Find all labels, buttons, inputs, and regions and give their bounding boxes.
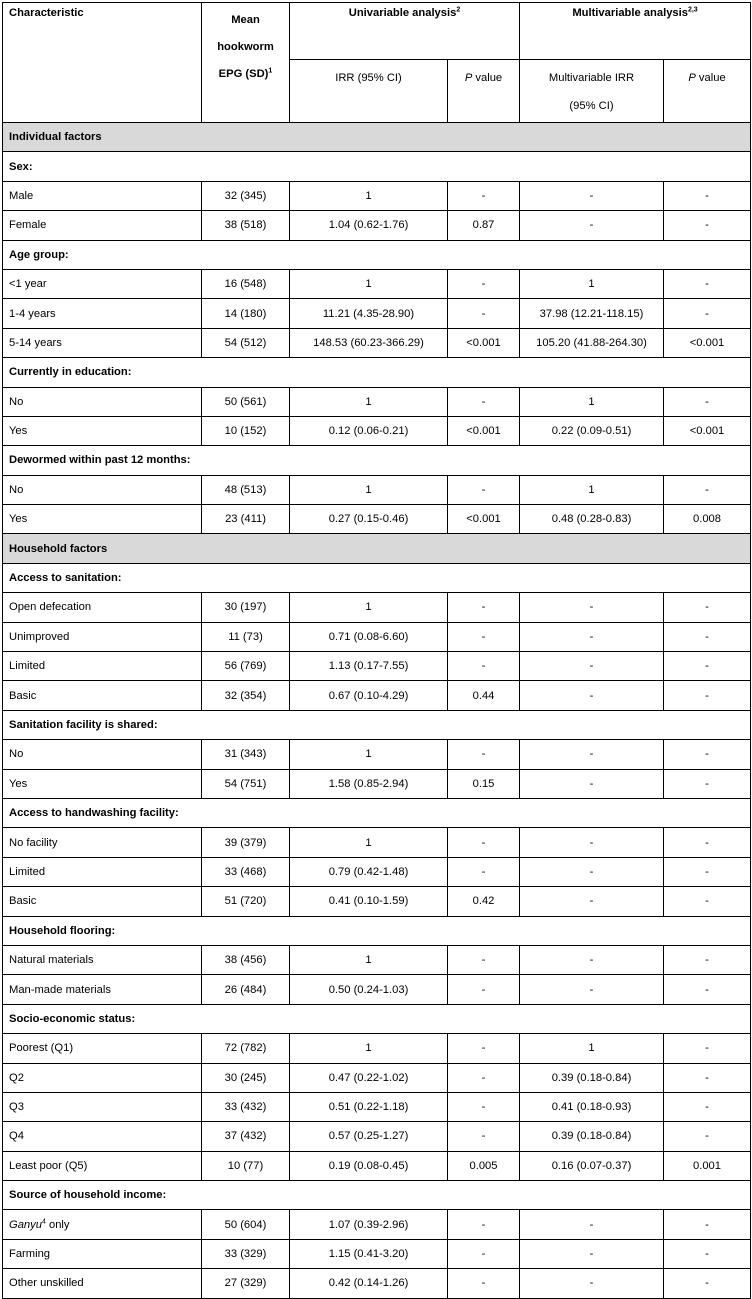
irr-cell: 0.47 (0.22-1.02) xyxy=(290,1063,448,1092)
row-label xyxy=(3,387,202,416)
multivariable-p-value-cell: 0.008 xyxy=(664,505,751,534)
group-title: Household flooring: xyxy=(3,916,751,945)
row-label-text: Yes xyxy=(9,513,28,526)
multivariable-irr-cell: - xyxy=(520,681,664,710)
row-label xyxy=(3,1122,202,1151)
group-row xyxy=(3,152,751,181)
row-label-text: Yes xyxy=(9,425,28,438)
multivariable-irr-cell: - xyxy=(520,181,664,210)
p-value-cell: - xyxy=(448,593,520,622)
group-row xyxy=(3,1181,751,1210)
mp-value-rest: value xyxy=(695,72,726,84)
multivariable-p-value-cell: <0.001 xyxy=(664,328,751,357)
irr-cell: 148.53 (60.23-366.29) xyxy=(290,328,448,357)
table-row xyxy=(3,416,751,445)
row-label-text: Other unskilled xyxy=(9,1277,84,1290)
section-row xyxy=(3,534,751,563)
irr-cell: 1 xyxy=(290,828,448,857)
group-title: Sex: xyxy=(3,152,751,181)
multivariable-p-value-header xyxy=(664,60,751,123)
group-title: Access to sanitation: xyxy=(3,563,751,592)
mean-epg-cell: 26 (484) xyxy=(202,975,290,1004)
multivariable-irr-cell: - xyxy=(520,211,664,240)
multivariable-p-value-cell: - xyxy=(664,475,751,504)
multivariable-p-value-cell: - xyxy=(664,652,751,681)
mean-epg-cell: 30 (245) xyxy=(202,1063,290,1092)
mean-epg-cell: 72 (782) xyxy=(202,1034,290,1063)
multivariable-header xyxy=(520,3,751,60)
multivariable-irr-cell: 0.22 (0.09-0.51) xyxy=(520,416,664,445)
row-label-text: Least poor (Q5) xyxy=(9,1159,88,1172)
irr-cell: 0.71 (0.08-6.60) xyxy=(290,622,448,651)
p-value-header xyxy=(448,60,520,123)
multivariable-p-value-cell: - xyxy=(664,1092,751,1121)
p-value-cell: 0.005 xyxy=(448,1151,520,1180)
multivariable-irr-cell: - xyxy=(520,975,664,1004)
multivariable-p-value-cell: - xyxy=(664,211,751,240)
mean-epg-cell: 32 (345) xyxy=(202,181,290,210)
group-title: Access to handwashing facility: xyxy=(3,798,751,827)
irr-cell: 0.57 (0.25-1.27) xyxy=(290,1122,448,1151)
p-value-cell: - xyxy=(448,181,520,210)
row-label-text: No xyxy=(9,483,24,496)
irr-cell: 1 xyxy=(290,475,448,504)
mean-epg-cell: 54 (512) xyxy=(202,328,290,357)
multivariable-p-value-cell: - xyxy=(664,1269,751,1298)
table-row xyxy=(3,328,751,357)
table-row xyxy=(3,1239,751,1268)
multivariable-irr-cell: - xyxy=(520,887,664,916)
p-value-cell: - xyxy=(448,975,520,1004)
multivariable-p-value-cell: - xyxy=(664,681,751,710)
multivariable-p-value-cell: - xyxy=(664,828,751,857)
multivariable-irr-cell: 1 xyxy=(520,387,664,416)
row-label-suffix: only xyxy=(45,1218,70,1231)
multivariable-p-value-cell: - xyxy=(664,1063,751,1092)
table-row xyxy=(3,975,751,1004)
table-row xyxy=(3,652,751,681)
p-value-cell: - xyxy=(448,652,520,681)
multivariable-irr-cell: - xyxy=(520,945,664,974)
table-row xyxy=(3,1210,751,1239)
irr-cell: 0.50 (0.24-1.03) xyxy=(290,975,448,1004)
irr-header: IRR (95% CI) xyxy=(290,60,448,123)
row-label-text: Male xyxy=(9,189,34,202)
mean-epg-cell: 16 (548) xyxy=(202,269,290,298)
irr-cell: 0.41 (0.10-1.59) xyxy=(290,887,448,916)
p-value-cell: - xyxy=(448,945,520,974)
table-row xyxy=(3,1269,751,1298)
p-value-cell: - xyxy=(448,1122,520,1151)
multivariable-irr-cell: - xyxy=(520,1269,664,1298)
group-row xyxy=(3,240,751,269)
group-row xyxy=(3,446,751,475)
table-body xyxy=(3,123,751,1299)
mean-epg-cell: 10 (152) xyxy=(202,416,290,445)
multivariable-p-value-cell: - xyxy=(664,1210,751,1239)
multivariable-irr-cell: 1 xyxy=(520,475,664,504)
multivariable-p-value-cell: - xyxy=(664,181,751,210)
irr-cell: 0.42 (0.14-1.26) xyxy=(290,1269,448,1298)
p-value-cell: - xyxy=(448,387,520,416)
mean-epg-cell: 32 (354) xyxy=(202,681,290,710)
row-label-text: Man-made materials xyxy=(9,983,111,996)
multivariable-irr-cell: 0.39 (0.18-0.84) xyxy=(520,1122,664,1151)
row-label-footnote: 4 xyxy=(41,1217,46,1225)
p-value-cell: - xyxy=(448,740,520,769)
row-label-text: No xyxy=(9,395,24,408)
table-row xyxy=(3,857,751,886)
irr-cell: 0.79 (0.42-1.48) xyxy=(290,857,448,886)
row-label xyxy=(3,1063,202,1092)
table-row xyxy=(3,622,751,651)
row-label-text: Yes xyxy=(9,777,28,790)
multivariable-p-value-cell: 0.001 xyxy=(664,1151,751,1180)
row-label-text: Poorest (Q1) xyxy=(9,1042,74,1055)
p-value-cell: - xyxy=(448,857,520,886)
group-row xyxy=(3,710,751,739)
multivariable-p-value-cell: - xyxy=(664,269,751,298)
multivariable-irr-cell: 37.98 (12.21-118.15) xyxy=(520,299,664,328)
row-label xyxy=(3,857,202,886)
p-value-cell: - xyxy=(448,1063,520,1092)
row-label-text: Farming xyxy=(9,1248,51,1261)
row-label-text: Ganyu xyxy=(9,1218,42,1231)
multivariable-p-value-cell: - xyxy=(664,1034,751,1063)
table-row xyxy=(3,1063,751,1092)
row-label-text: Basic xyxy=(9,689,37,702)
multivariable-irr-cell: 105.20 (41.88-264.30) xyxy=(520,328,664,357)
irr-cell: 1.58 (0.85-2.94) xyxy=(290,769,448,798)
mean-header-line1: Mean xyxy=(231,14,260,26)
irr-cell: 1.07 (0.39-2.96) xyxy=(290,1210,448,1239)
mean-epg-cell: 38 (456) xyxy=(202,945,290,974)
multivariable-p-value-cell: - xyxy=(664,769,751,798)
row-label xyxy=(3,769,202,798)
row-label-text: Limited xyxy=(9,865,46,878)
p-value-cell: - xyxy=(448,828,520,857)
row-label xyxy=(3,593,202,622)
multivariable-irr-cell: 0.16 (0.07-0.37) xyxy=(520,1151,664,1180)
mean-epg-cell: 31 (343) xyxy=(202,740,290,769)
p-value-cell: - xyxy=(448,269,520,298)
univariable-footnote: 2 xyxy=(456,6,461,14)
row-label xyxy=(3,828,202,857)
table-row xyxy=(3,505,751,534)
mean-epg-cell: 30 (197) xyxy=(202,593,290,622)
p-value-cell: - xyxy=(448,1269,520,1298)
irr-cell: 1 xyxy=(290,945,448,974)
table-row xyxy=(3,828,751,857)
row-label xyxy=(3,211,202,240)
characteristic-header: Characteristic xyxy=(3,3,202,123)
row-label xyxy=(3,622,202,651)
table-row xyxy=(3,269,751,298)
table-row xyxy=(3,740,751,769)
multivariable-footnote: 2,3 xyxy=(687,6,698,14)
multivariable-p-value-cell: - xyxy=(664,857,751,886)
irr-cell: 0.19 (0.08-0.45) xyxy=(290,1151,448,1180)
mean-epg-cell: 50 (561) xyxy=(202,387,290,416)
multivariable-p-value-cell: - xyxy=(664,299,751,328)
p-letter: P xyxy=(464,72,473,84)
row-label xyxy=(3,1269,202,1298)
row-label xyxy=(3,681,202,710)
mean-epg-cell: 11 (73) xyxy=(202,622,290,651)
mean-epg-cell: 48 (513) xyxy=(202,475,290,504)
section-title: Individual factors xyxy=(3,123,751,152)
mean-epg-cell: 23 (411) xyxy=(202,505,290,534)
multivariable-irr-cell: 1 xyxy=(520,1034,664,1063)
row-label xyxy=(3,1239,202,1268)
mean-epg-cell: 27 (329) xyxy=(202,1269,290,1298)
multivariable-p-value-cell: - xyxy=(664,740,751,769)
row-label-text: Natural materials xyxy=(9,954,94,967)
p-value-cell: - xyxy=(448,299,520,328)
irr-cell: 1 xyxy=(290,593,448,622)
table-row xyxy=(3,1151,751,1180)
table-row xyxy=(3,387,751,416)
row-label-text: No facility xyxy=(9,836,58,849)
irr-cell: 0.51 (0.22-1.18) xyxy=(290,1092,448,1121)
mean-epg-cell: 38 (518) xyxy=(202,211,290,240)
group-title: Age group: xyxy=(3,240,751,269)
group-row xyxy=(3,358,751,387)
group-row xyxy=(3,563,751,592)
mean-epg-cell: 10 (77) xyxy=(202,1151,290,1180)
row-label xyxy=(3,1210,202,1239)
p-value-cell: - xyxy=(448,1034,520,1063)
p-value-cell: - xyxy=(448,1239,520,1268)
multivariable-irr-cell: - xyxy=(520,652,664,681)
p-value-cell: <0.001 xyxy=(448,328,520,357)
p-value-cell: - xyxy=(448,1092,520,1121)
multivariable-irr-cell: - xyxy=(520,1239,664,1268)
p-value-cell: - xyxy=(448,622,520,651)
row-label xyxy=(3,416,202,445)
p-value-cell: <0.001 xyxy=(448,416,520,445)
multivariable-p-value-cell: - xyxy=(664,975,751,1004)
p-value-cell: 0.87 xyxy=(448,211,520,240)
mirr-header-line1: Multivariable IRR xyxy=(548,72,635,84)
mean-epg-cell: 14 (180) xyxy=(202,299,290,328)
row-label xyxy=(3,1151,202,1180)
p-value-cell: 0.44 xyxy=(448,681,520,710)
multivariable-irr-cell: - xyxy=(520,1210,664,1239)
table-row xyxy=(3,1122,751,1151)
p-value-cell: 0.15 xyxy=(448,769,520,798)
multivariable-p-value-cell: - xyxy=(664,1122,751,1151)
row-label-text: Female xyxy=(9,219,47,232)
row-label xyxy=(3,945,202,974)
group-row xyxy=(3,1004,751,1033)
irr-cell: 1 xyxy=(290,740,448,769)
multivariable-irr-cell: - xyxy=(520,857,664,886)
mean-epg-cell: 51 (720) xyxy=(202,887,290,916)
mp-letter: P xyxy=(688,72,696,84)
mean-epg-cell: 33 (329) xyxy=(202,1239,290,1268)
row-label xyxy=(3,975,202,1004)
irr-cell: 0.12 (0.06-0.21) xyxy=(290,416,448,445)
results-table xyxy=(2,2,751,1299)
group-title: Currently in education: xyxy=(3,358,751,387)
irr-cell: 1 xyxy=(290,269,448,298)
irr-cell: 0.67 (0.10-4.29) xyxy=(290,681,448,710)
table-row xyxy=(3,887,751,916)
multivariable-label: Multivariable analysis xyxy=(572,7,688,19)
group-title: Source of household income: xyxy=(3,1181,751,1210)
mean-epg-cell: 54 (751) xyxy=(202,769,290,798)
multivariable-p-value-cell: - xyxy=(664,945,751,974)
mean-epg-cell: 33 (468) xyxy=(202,857,290,886)
row-label xyxy=(3,740,202,769)
row-label xyxy=(3,299,202,328)
group-row xyxy=(3,798,751,827)
multivariable-irr-cell: 0.48 (0.28-0.83) xyxy=(520,505,664,534)
row-label xyxy=(3,181,202,210)
p-value-cell: <0.001 xyxy=(448,505,520,534)
multivariable-p-value-cell: - xyxy=(664,622,751,651)
row-label-text: Open defecation xyxy=(9,601,92,614)
row-label-text: Limited xyxy=(9,660,46,673)
multivariable-p-value-cell: <0.001 xyxy=(664,416,751,445)
irr-cell: 1 xyxy=(290,1034,448,1063)
row-label xyxy=(3,505,202,534)
table-header xyxy=(3,3,751,123)
group-title: Sanitation facility is shared: xyxy=(3,710,751,739)
multivariable-irr-cell: - xyxy=(520,769,664,798)
table-row xyxy=(3,475,751,504)
multivariable-irr-cell: - xyxy=(520,622,664,651)
table-row xyxy=(3,1034,751,1063)
multivariable-irr-cell: - xyxy=(520,740,664,769)
multivariable-p-value-cell: - xyxy=(664,387,751,416)
irr-cell: 1.15 (0.41-3.20) xyxy=(290,1239,448,1268)
mean-epg-cell: 56 (769) xyxy=(202,652,290,681)
row-label xyxy=(3,1034,202,1063)
row-label-text: 1-4 years xyxy=(9,307,56,320)
group-title: Socio-economic status: xyxy=(3,1004,751,1033)
row-label-text: Unimproved xyxy=(9,630,70,643)
table-row xyxy=(3,181,751,210)
table-row xyxy=(3,593,751,622)
univariable-header xyxy=(290,3,520,60)
table-row xyxy=(3,945,751,974)
section-title: Household factors xyxy=(3,534,751,563)
mean-header-line2: hookworm xyxy=(217,41,274,53)
multivariable-irr-cell: - xyxy=(520,593,664,622)
row-label xyxy=(3,475,202,504)
mean-epg-cell: 33 (432) xyxy=(202,1092,290,1121)
row-label xyxy=(3,328,202,357)
mean-epg-cell: 37 (432) xyxy=(202,1122,290,1151)
row-label-text: <1 year xyxy=(9,278,47,291)
section-row xyxy=(3,123,751,152)
group-title: Dewormed within past 12 months: xyxy=(3,446,751,475)
row-label xyxy=(3,887,202,916)
multivariable-p-value-cell: - xyxy=(664,887,751,916)
multivariable-irr-cell: - xyxy=(520,828,664,857)
mean-header-line3: EPG (SD) xyxy=(218,68,269,80)
p-value-rest: value xyxy=(472,72,503,84)
irr-cell: 1 xyxy=(290,387,448,416)
row-label-text: No xyxy=(9,748,24,761)
row-label-text: Q2 xyxy=(9,1071,24,1084)
irr-cell: 1.04 (0.62-1.76) xyxy=(290,211,448,240)
p-value-cell: 0.42 xyxy=(448,887,520,916)
p-value-cell: - xyxy=(448,1210,520,1239)
mirr-header-line2: (95% CI) xyxy=(569,100,614,112)
multivariable-irr-cell: 1 xyxy=(520,269,664,298)
irr-cell: 11.21 (4.35-28.90) xyxy=(290,299,448,328)
irr-cell: 1.13 (0.17-7.55) xyxy=(290,652,448,681)
table-row xyxy=(3,769,751,798)
multivariable-irr-cell: 0.41 (0.18-0.93) xyxy=(520,1092,664,1121)
p-value-cell: - xyxy=(448,475,520,504)
mean-epg-cell: 50 (604) xyxy=(202,1210,290,1239)
row-label-text: Basic xyxy=(9,895,37,908)
table-row xyxy=(3,211,751,240)
row-label-text: Q4 xyxy=(9,1130,24,1143)
mean-epg-cell: 39 (379) xyxy=(202,828,290,857)
univariable-label: Univariable analysis xyxy=(348,7,457,19)
multivariable-irr-cell: 0.39 (0.18-0.84) xyxy=(520,1063,664,1092)
mean-header-footnote: 1 xyxy=(268,67,273,75)
row-label xyxy=(3,1092,202,1121)
row-label xyxy=(3,652,202,681)
group-row xyxy=(3,916,751,945)
row-label xyxy=(3,269,202,298)
table-row xyxy=(3,299,751,328)
irr-cell: 0.27 (0.15-0.46) xyxy=(290,505,448,534)
multivariable-p-value-cell: - xyxy=(664,593,751,622)
table-row xyxy=(3,1092,751,1121)
multivariable-p-value-cell: - xyxy=(664,1239,751,1268)
mean-epg-header xyxy=(202,3,290,123)
irr-cell: 1 xyxy=(290,181,448,210)
row-label-text: 5-14 years xyxy=(9,336,62,349)
row-label-text: Q3 xyxy=(9,1101,24,1114)
table-row xyxy=(3,681,751,710)
multivariable-irr-header xyxy=(520,60,664,123)
